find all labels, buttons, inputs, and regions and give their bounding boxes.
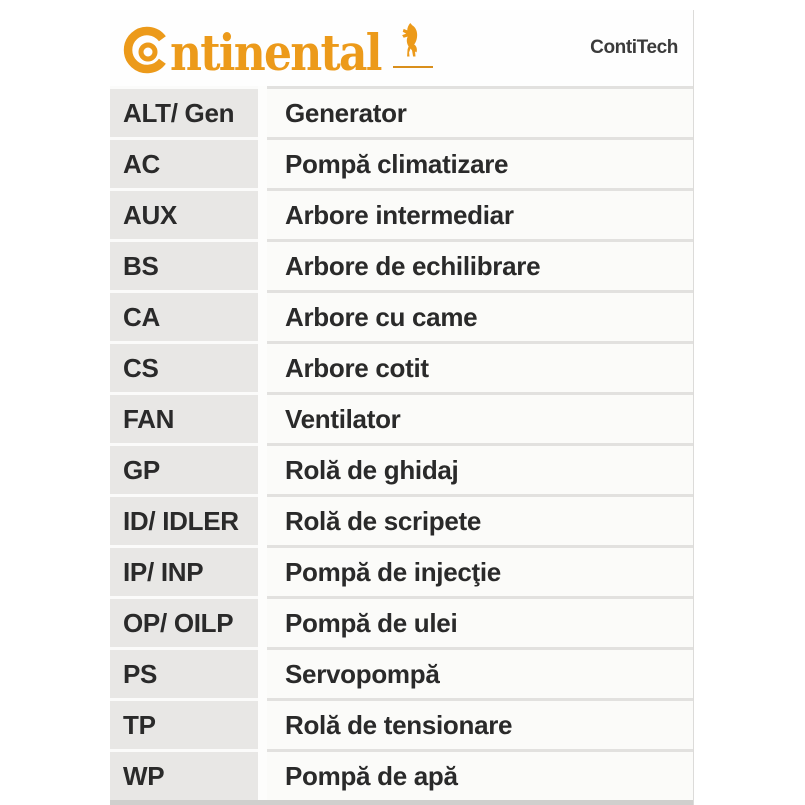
abbr-label: BS — [123, 250, 159, 281]
description-label: Pompă de injecţie — [285, 556, 501, 587]
abbr-cell — [110, 596, 258, 647]
description-label: Rolă de scripete — [285, 505, 482, 536]
table-row — [110, 86, 693, 137]
abbr-cell — [110, 188, 258, 239]
logo-wordmark: ntinental — [170, 23, 381, 82]
column-gap — [258, 239, 267, 290]
description-cell — [267, 647, 693, 698]
column-gap — [258, 596, 267, 647]
table-row — [110, 392, 693, 443]
abbr-cell — [110, 647, 258, 698]
column-gap — [258, 188, 267, 239]
column-gap — [258, 698, 267, 749]
abbr-label: ID/ IDLER — [123, 505, 239, 536]
abbr-label: ALT/ Gen — [123, 97, 235, 128]
abbr-label: WP — [123, 760, 165, 791]
abbr-label: IP/ INP — [123, 556, 204, 587]
column-gap — [258, 392, 267, 443]
column-gap — [258, 86, 267, 137]
horse-ground-line — [393, 66, 433, 68]
description-cell — [267, 188, 693, 239]
description-cell — [267, 596, 693, 647]
abbr-label: GP — [123, 454, 160, 485]
column-gap — [258, 749, 267, 800]
column-gap — [258, 545, 267, 596]
contitech-label: ContiTech — [590, 37, 678, 58]
table-row — [110, 494, 693, 545]
description-cell — [267, 341, 693, 392]
column-gap — [258, 443, 267, 494]
abbr-cell — [110, 341, 258, 392]
table-row — [110, 137, 693, 188]
continental-horse-icon — [393, 21, 433, 75]
continental-logo — [123, 21, 433, 82]
table-row — [110, 290, 693, 341]
abbr-cell — [110, 749, 258, 800]
description-label: Arbore intermediar — [285, 199, 514, 230]
abbr-label: FAN — [123, 403, 175, 434]
abbr-cell — [110, 698, 258, 749]
abbr-cell — [110, 494, 258, 545]
abbreviation-table — [110, 86, 693, 800]
description-label: Pompă climatizare — [285, 148, 509, 179]
column-gap — [258, 137, 267, 188]
column-gap — [258, 341, 267, 392]
abbr-cell — [110, 545, 258, 596]
table-row — [110, 341, 693, 392]
abbr-cell — [110, 239, 258, 290]
description-label: Arbore cotit — [285, 352, 429, 383]
description-cell — [267, 494, 693, 545]
table-row — [110, 545, 693, 596]
header — [110, 10, 693, 86]
content-panel — [110, 10, 694, 805]
column-gap — [258, 494, 267, 545]
table-row — [110, 239, 693, 290]
abbr-cell — [110, 443, 258, 494]
description-label: Servopompă — [285, 658, 440, 689]
description-label: Arbore de echilibrare — [285, 250, 541, 281]
table-row — [110, 698, 693, 749]
abbr-label: AC — [123, 148, 160, 179]
abbr-label: CS — [123, 352, 159, 383]
description-label: Arbore cu came — [285, 301, 478, 332]
abbr-label: OP/ OILP — [123, 607, 234, 638]
table-row — [110, 443, 693, 494]
abbr-label: PS — [123, 658, 158, 689]
description-cell — [267, 392, 693, 443]
description-label: Pompă de ulei — [285, 607, 458, 638]
description-cell — [267, 443, 693, 494]
description-cell — [267, 698, 693, 749]
table-row — [110, 188, 693, 239]
description-label: Rolă de tensionare — [285, 709, 513, 740]
abbr-cell — [110, 86, 258, 137]
abbr-cell — [110, 137, 258, 188]
abbr-cell — [110, 392, 258, 443]
abbr-label: TP — [123, 709, 156, 740]
description-label: Rolă de ghidaj — [285, 454, 459, 485]
description-cell — [267, 239, 693, 290]
description-label: Ventilator — [285, 403, 401, 434]
cutoff-row-edge — [110, 800, 693, 805]
abbr-label: AUX — [123, 199, 177, 230]
continental-c-icon — [123, 26, 171, 74]
table-row — [110, 749, 693, 800]
table-row — [110, 596, 693, 647]
description-label: Generator — [285, 97, 407, 128]
column-gap — [258, 290, 267, 341]
description-label: Pompă de apă — [285, 760, 458, 791]
description-cell — [267, 545, 693, 596]
description-cell — [267, 290, 693, 341]
abbr-label: CA — [123, 301, 160, 332]
column-gap — [258, 647, 267, 698]
abbr-cell — [110, 290, 258, 341]
description-cell — [267, 86, 693, 137]
table-row — [110, 647, 693, 698]
description-cell — [267, 137, 693, 188]
description-cell — [267, 749, 693, 800]
